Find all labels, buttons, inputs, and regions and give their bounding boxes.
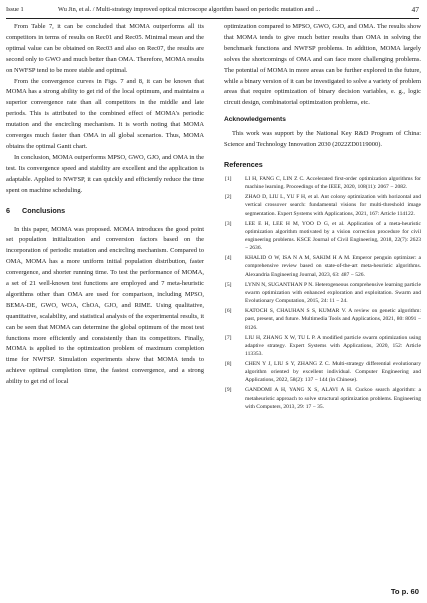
running-header bbox=[6, 3, 419, 17]
reference-text: GANDOMI A H, YANG X S, ALAVI A H. Cuckoo search algorithm: a metaheuristic approach to solve structural optimization problems. Engineering with Computers, 2013, 29: 17 − 35. bbox=[245, 387, 421, 410]
reference-text: LI H, FANG C, LIN Z C. Accelerated first-order optimization algorithms for machine learning. Proceedings of the IEEE, 2020, 108(11): 2067 − 2082. bbox=[245, 176, 421, 191]
section-number: 6 bbox=[6, 205, 10, 215]
reference-number: [3] bbox=[225, 220, 232, 227]
reference-list bbox=[224, 175, 421, 411]
reference-item bbox=[224, 175, 421, 191]
reference-text: LYNN N, SUGANTHAN P N. Heterogeneous comprehensive learning particle swarm optimization with enhanced exploration and exploitation. Swarm and Evolutionary Computation, 2015, 24: 11 − 24. bbox=[245, 281, 421, 305]
reference-text: LEE E H, LEE H M, YOO D G, et al. Application of a meta-heuristic optimization algorithm motivated by a vision correction procedure for civil engineering problems. KSCE Journal of Civil Engineering, 2018, 22(7): 2623 − 2636. bbox=[245, 220, 421, 252]
reference-text: LIU H, ZHANG X W, TU L P. A modified particle swarm optimization using adaptive strategy. Expert Systems with Applications, 2020, 152: Article 113353. bbox=[245, 334, 421, 357]
reference-item bbox=[224, 360, 421, 385]
body-paragraph: In conclusion, MOMA outperforms MPSO, GWO, GJO, and OMA in the test. Its convergence speed and stability are excellent and the application is adaptable. Applied to NWFSP, it can quickly and efficiently reduce the time spent on machine scheduling. bbox=[6, 153, 204, 194]
reference-number: [5] bbox=[225, 281, 232, 288]
references-heading: References bbox=[224, 160, 263, 170]
reference-item bbox=[224, 307, 421, 332]
reference-number: [2] bbox=[225, 194, 232, 201]
left-column bbox=[6, 22, 204, 388]
reference-item bbox=[224, 281, 421, 306]
section-title: Conclusions bbox=[22, 205, 66, 215]
conclusion-paragraph: In this paper, MOMA was proposed. MOMA introduces the good point set population initialization and conversion factors based on the incorporation of periodic mutation and encircling mechanism. Compared to OMA, MOMA has a more uniform initial population distribution, faster convergence, and shorter running time. To test the performance of MOMA, a set of 21 well-known test functions are employed and 7 meta-heuristic algorithms other than OMA are used for comparison, including MPSO, BEMA-DE, GWO, WOA, ChOA, GJO, and RIME. Using qualitative, quantitative, scalability, and statistical analysis of the experimental results, it can be seen that MOMA can determine the global optimum of the most test functions more efficiently and consistently than its competitors. Finally, MOMA is applied to the optimization problem of maximum completion time for NWFSP. Simulation experiments show that MOMA tends to achieve optimal completion time, the fastest convergence, and a strong ability to get rid of local bbox=[6, 225, 204, 386]
reference-text: CHEN Y J, LIU S Y, ZHANG Z C. Multi-strategy differential evolutionary algorithm oriented by excellent individual. Computer Engineering and Applications, 2022, 58(2): 137 − 144 (in Chinese). bbox=[245, 360, 421, 384]
reference-number: [4] bbox=[225, 255, 232, 262]
acknowledgements-heading: Acknowledgements bbox=[224, 116, 286, 124]
body-paragraph: From Table 7, it can be concluded that MOMA outperforms all its competitors in terms of results on Rec01 and Rec05. Minimal mean and the optimal value can be obtained on Rec03 and also on Rec07, the results are second only to GWO and much better than OMA. Therefore, MOMA results on NWFSP tend to be more stable and optimal. bbox=[6, 23, 204, 74]
running-title: Wu Jin, et al. / Multi-strategy improved optical microscope algorithm based on periodic mutation and ... bbox=[58, 6, 321, 13]
reference-item bbox=[224, 334, 421, 359]
right-column bbox=[224, 22, 421, 413]
page-number: 47 bbox=[411, 5, 419, 14]
acknowledgements-text: This work was support by the National Key R&D Program of China: Science and Technology Innovation 2030 (2022ZD0119000). bbox=[224, 130, 421, 149]
header-rule bbox=[6, 18, 419, 19]
reference-item bbox=[224, 254, 421, 279]
continuation-paragraph: optimization compared to MPSO, GWO, GJO, and OMA. The results show that MOMA tends to give much better results than OMA in solving the benchmark functions and NWFSP problems. In addition, MOMA largely solves the shortcomings of OMA and can face more challenging problems. The potential of MOMA in more areas can be further explored in the future, while a binary version of it can be investigated to solve a variety of problem areas that require optimization of binary decision variables, e. g., logic circuit design, combinatorial optimization problems, etc. bbox=[224, 23, 421, 107]
reference-number: [9] bbox=[225, 387, 232, 394]
reference-number: [8] bbox=[225, 360, 232, 367]
reference-text: KHALID O W, ISA N A M, SAKIM H A M. Emperor penguin optimizer: a comprehensive review based on state-of-the-art meta-heuristic algorithms. Alexandria Engineering Journal, 2023, 63: 487 − 526. bbox=[245, 255, 421, 278]
reference-text: KATOCH S, CHAUHAN S S, KUMAR V. A review on genetic algorithm: past, present, and future. Multimedia Tools and Applications, 2021, 80: 8091 − 8126. bbox=[245, 308, 421, 331]
reference-text: ZHAO D, LIU L, YU F H, et al. Ant colony optimization with horizontal and vertical crossover search: fundamental visions for multi-threshold image segmentation. Expert Systems with Applications, 2021, 167: Article 114122. bbox=[245, 194, 421, 217]
reference-item bbox=[224, 220, 421, 253]
reference-item bbox=[224, 386, 421, 411]
issue-label: Issue 1 bbox=[6, 6, 24, 13]
continued-on-page: To p. 60 bbox=[390, 587, 419, 596]
reference-number: [7] bbox=[225, 334, 232, 341]
reference-item bbox=[224, 193, 421, 218]
reference-number: [1] bbox=[225, 176, 232, 183]
body-paragraph: From the convergence curves in Figs. 7 and 8, it can be known that MOMA has a strong ability to get rid of the local optimum, and maintains a superior convergence rate than all competitors in the middle and late periods. This is attributed to the combined effect of MOMA's periodic mutation and the encircling mechanism. It is worth noting that MOMA converges much faster than OMA in all global scenarios. Thus, MOMA obtains the optimal Gantt chart. bbox=[6, 77, 204, 150]
section-heading bbox=[6, 206, 204, 216]
reference-number: [6] bbox=[225, 308, 232, 315]
